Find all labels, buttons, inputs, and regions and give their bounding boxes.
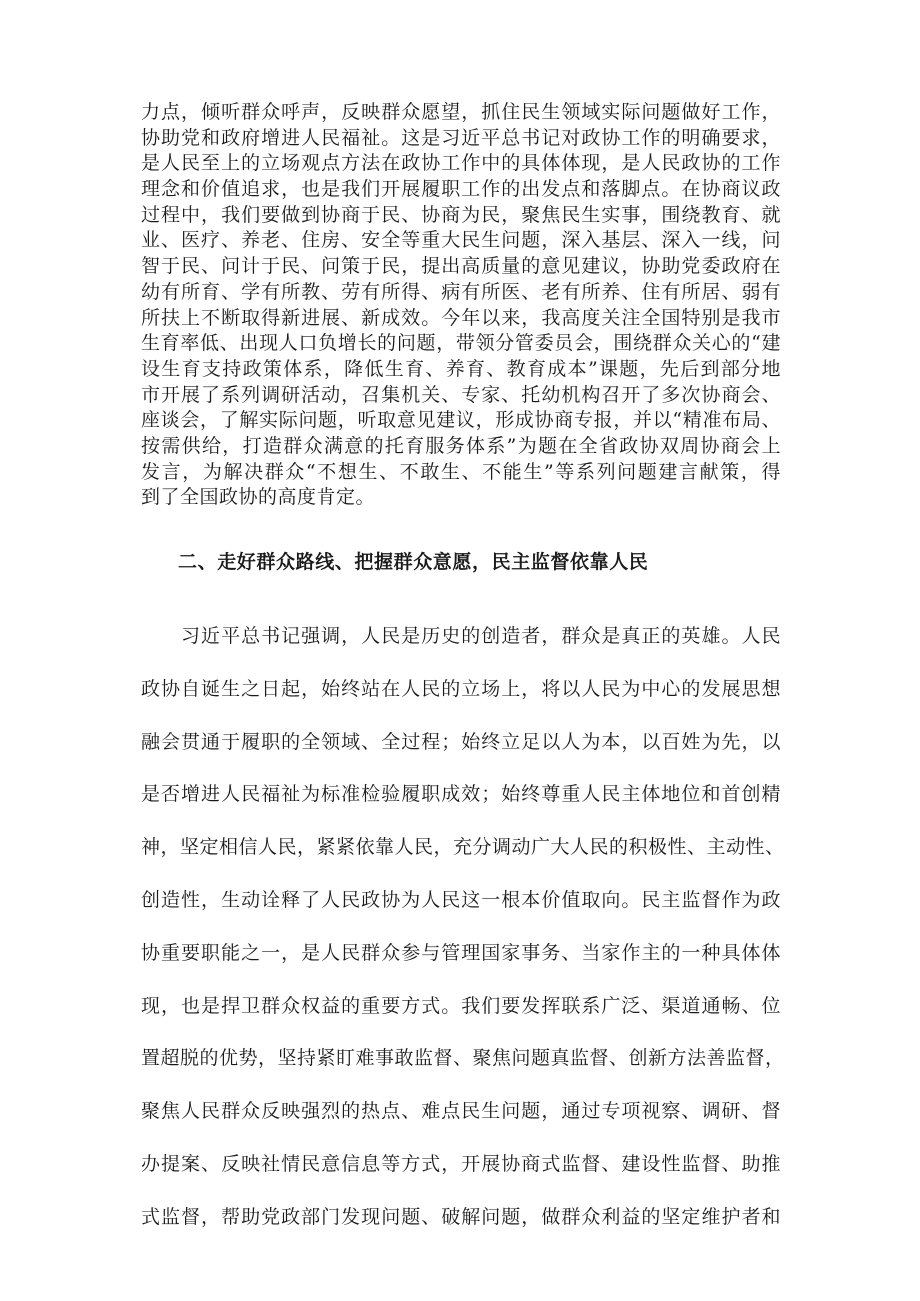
text-line: 智于民、问计于民、问策于民，提出高质量的意见建议，协助党委政府在 (141, 255, 781, 278)
text-line: 按需供给，打造群众满意的托育服务体系”为题在全省政协双周协商会上 (141, 434, 781, 457)
text-line: 创造性，生动诠释了人民政协为人民这一根本价值取向。民主监督作为政 (141, 888, 781, 911)
text-line: 生育率低、出现人口负增长的问题，带领分管委员会，围绕群众关心的“建 (141, 332, 781, 355)
text-line: 是否增进人民福祉为标准检验履职成效；始终尊重人民主体地位和首创精 (141, 783, 781, 806)
text-line: 幼有所育、学有所教、劳有所得、病有所医、老有所养、住有所居、弱有 (141, 280, 781, 303)
text-line: 发言，为解决群众“不想生、不敢生、不能生”等系列问题建言献策，得 (141, 460, 781, 483)
paragraph-1 (141, 100, 781, 511)
text-line: 设生育支持政策体系，降低生育、养育、教育成本”课题，先后到部分地 (141, 357, 781, 380)
text-line: 办提案、反映社情民意信息等方式，开展协商式监督、建设性监督、助推 (141, 1152, 781, 1175)
text-line: 协助党和政府增进人民福祉。这是习近平总书记对政协工作的明确要求， (141, 126, 781, 149)
text-line: 置超脱的优势，坚持紧盯难事敢监督、聚焦问题真监督、创新方法善监督， (141, 1047, 785, 1070)
text-line: 式监督，帮助党政部门发现问题、破解问题，做群众利益的坚定维护者和 (141, 1205, 781, 1228)
text-line: 座谈会，了解实际问题，听取意见建议，形成协商专报，并以“精准布局、 (141, 409, 781, 432)
text-line: 是人民至上的立场观点方法在政协工作中的具体体现，是人民政协的工作 (141, 152, 781, 175)
text-line: 到了全国政协的高度肯定。 (141, 486, 376, 509)
text-line: 政协自诞生之日起，始终站在人民的立场上，将以人民为中心的发展思想 (141, 677, 781, 700)
text-line: 习近平总书记强调，人民是历史的创造者，群众是真正的英雄。人民 (141, 625, 781, 647)
text-line: 融会贯通于履职的全领域、全过程；始终立足以人为本，以百姓为先，以 (141, 730, 781, 753)
text-line: 力点，倾听群众呼声，反映群众愿望，抓住民生领域实际问题做好工作， (141, 101, 781, 123)
text-line: 神，坚定相信人民，紧紧依靠人民，充分调动广大人民的积极性、主动性、 (141, 836, 785, 859)
text-line: 现，也是捍卫群众权益的重要方式。我们要发挥联系广泛、渠道通畅、位 (141, 994, 781, 1017)
text-line: 聚焦人民群众反映强烈的热点、难点民生问题，通过专项视察、调研、督 (141, 1100, 781, 1123)
text-line: 所扶上不断取得新进展、新成效。今年以来，我高度关注全国特别是我市 (141, 306, 781, 329)
text-line: 理念和价值追求，也是我们开展履职工作的出发点和落脚点。在协商议政 (141, 178, 781, 201)
paragraph-2 (141, 610, 785, 1244)
text-line: 业、医疗、养老、住房、安全等重大民生问题，深入基层、深入一线，问 (141, 229, 781, 252)
text-line: 市开展了系列调研活动，召集机关、专家、托幼机构召开了多次协商会、 (141, 383, 781, 406)
section-heading: 二、走好群众路线、把握群众意愿，民主监督依靠人民 (178, 551, 649, 573)
text-line: 协重要职能之一，是人民群众参与管理国家事务、当家作主的一种具体体 (141, 941, 781, 964)
text-line: 过程中，我们要做到协商于民、协商为民，聚焦民生实事，围绕教育、就 (141, 203, 781, 226)
